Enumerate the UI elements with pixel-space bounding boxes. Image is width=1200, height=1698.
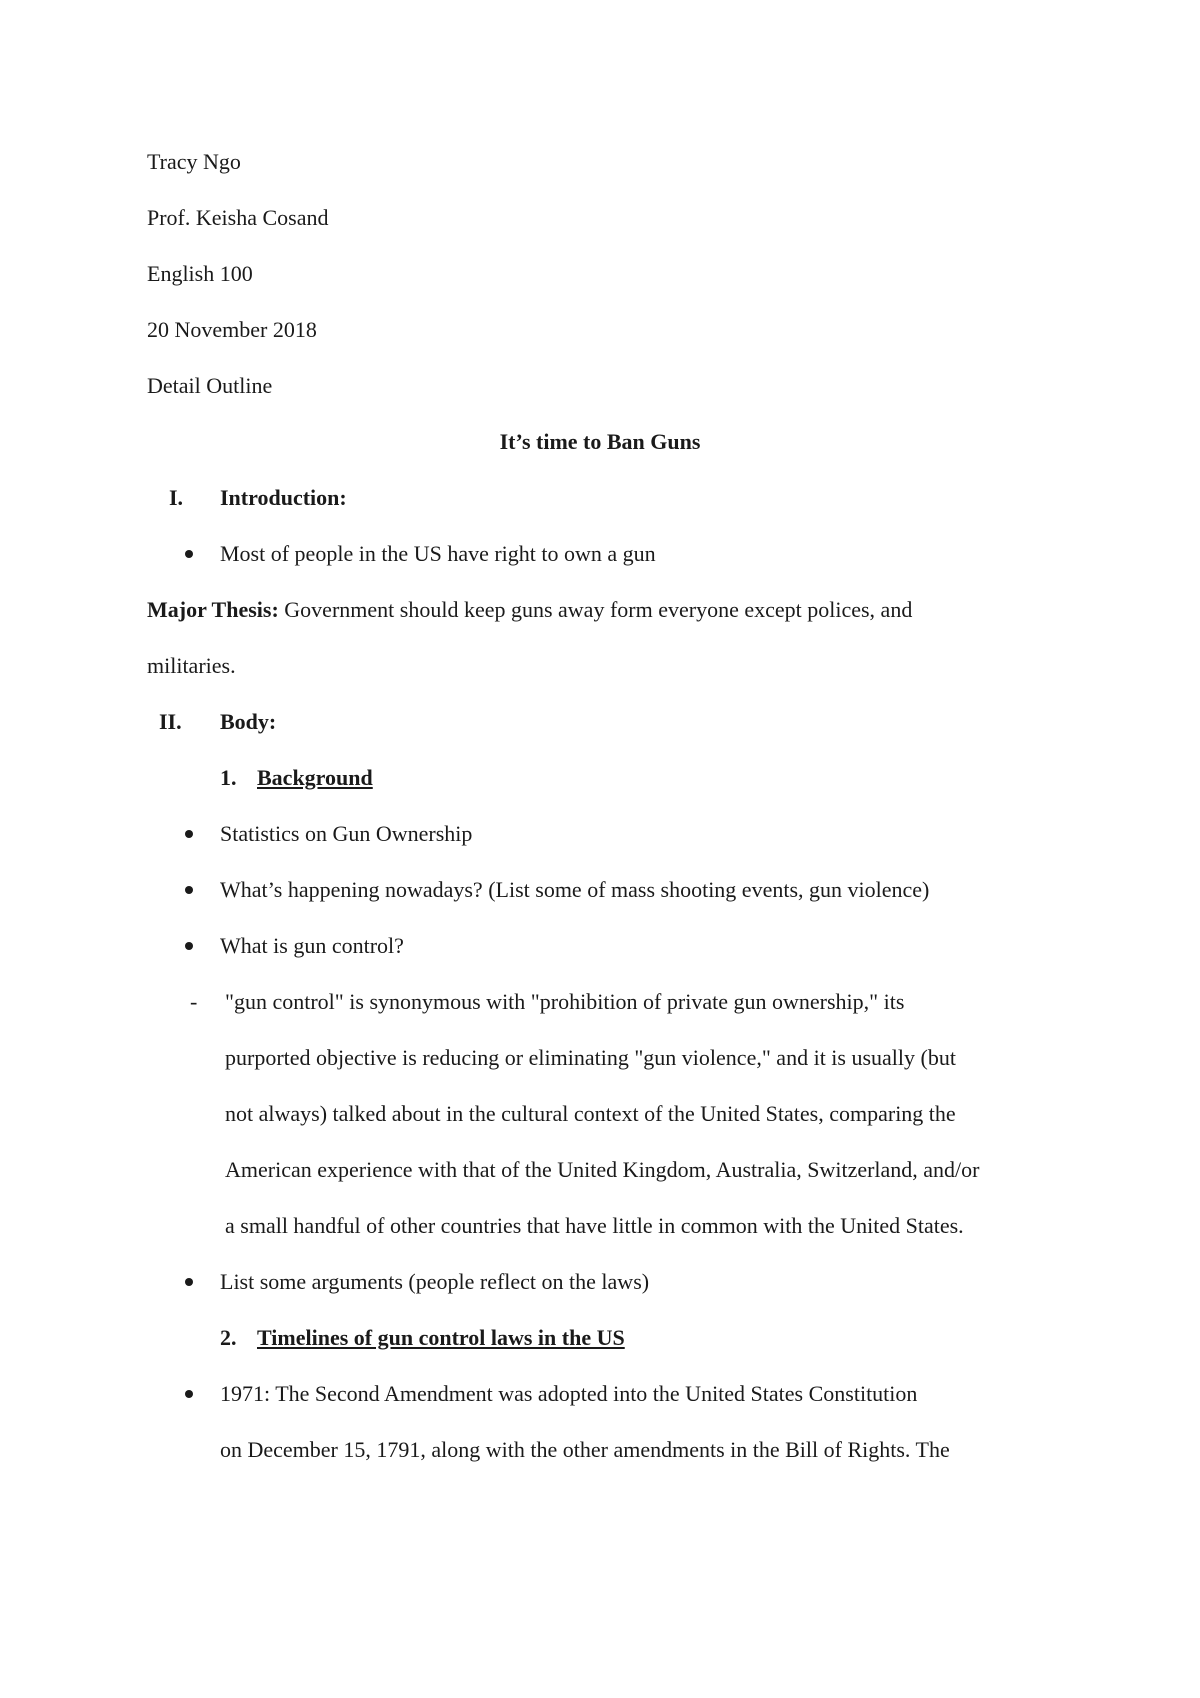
bullet-icon [185,942,193,950]
bullet-statistics: Statistics on Gun Ownership [220,821,473,846]
major-thesis-continuation: militaries. [147,653,236,678]
intro-bullet-item: Most of people in the US have right to own a gun [220,541,656,566]
definition-line: American experience with that of the United Kingdom, Australia, Switzerland, and/or [225,1157,980,1182]
bullet-icon [185,1390,193,1398]
bullet-icon [185,1278,193,1286]
definition-line: "gun control" is synonymous with "prohibition of private gun ownership," its [225,989,905,1014]
section-heading-body: Body: [220,709,277,734]
bullet-icon [185,550,193,558]
document-title: It’s time to Ban Guns [499,429,701,454]
subsection-title-background: Background [257,765,373,790]
bullet-icon [185,886,193,894]
bullet-happening-nowadays: What’s happening nowadays? (List some of mass shooting events, gun violence) [220,877,930,902]
document-date: 20 November 2018 [147,317,317,342]
subsection-title-timelines: Timelines of gun control laws in the US [257,1325,625,1350]
section-heading-intro: Introduction: [220,485,347,510]
subsection-number-background: 1. [220,765,237,790]
major-thesis-line [147,596,912,624]
subsection-number-timelines: 2. [220,1325,237,1350]
definition-line: not always) talked about in the cultural context of the United States, comparing the [225,1101,956,1126]
course-name: English 100 [147,261,253,286]
definition-line: purported objective is reducing or eliminating "gun violence," and it is usually (but [225,1045,956,1070]
bullet-1971-continuation: on December 15, 1791, along with the other amendments in the Bill of Rights. The [220,1437,950,1462]
bullet-arguments: List some arguments (people reflect on the laws) [220,1269,650,1294]
author-name: Tracy Ngo [147,149,241,174]
professor-name: Prof. Keisha Cosand [147,205,329,230]
definition-line: a small handful of other countries that have little in common with the United States. [225,1213,964,1238]
major-thesis-label: Major Thesis: [147,597,279,622]
dash-marker: - [190,989,198,1014]
bullet-what-is-gun-control: What is gun control? [220,933,404,958]
major-thesis-text: Government should keep guns away form everyone except polices, and [278,597,913,622]
bullet-1971-line: 1971: The Second Amendment was adopted into the United States Constitution [220,1381,918,1406]
section-numeral-body: II. [159,709,182,734]
section-numeral-intro: I. [169,485,184,510]
bullet-icon [185,830,193,838]
document-type: Detail Outline [147,373,273,398]
